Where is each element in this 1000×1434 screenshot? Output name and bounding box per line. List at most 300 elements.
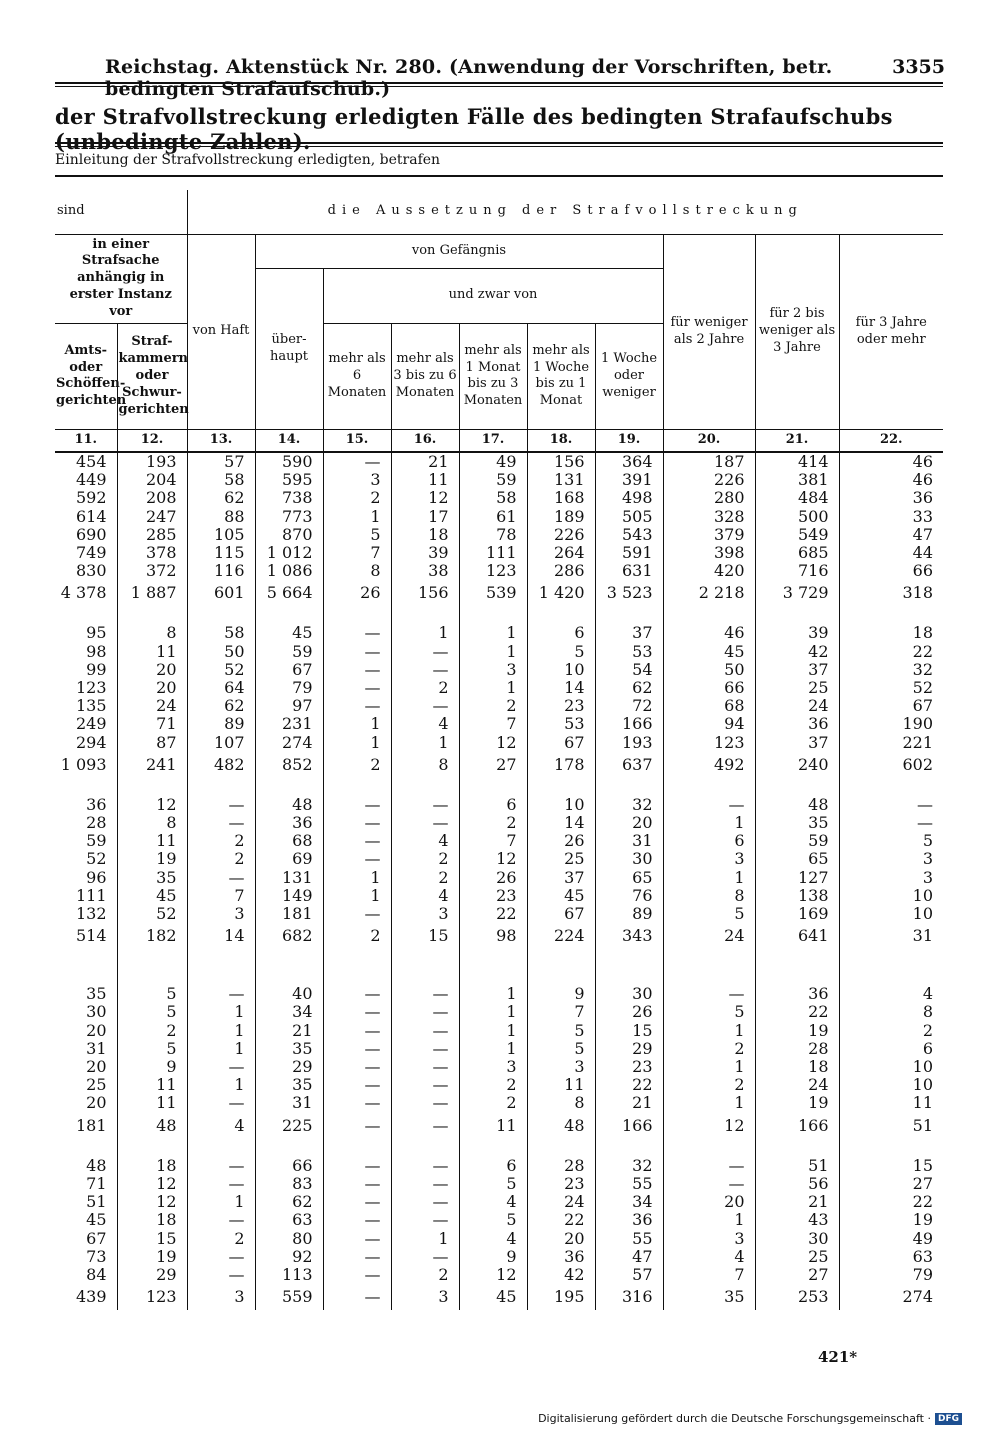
table-cell: — xyxy=(323,643,391,661)
table-cell: 27 xyxy=(459,752,527,778)
table-cell: 168 xyxy=(527,489,595,507)
table-cell: — xyxy=(391,1248,459,1266)
table-cell: 1 xyxy=(323,508,391,526)
group-spacer xyxy=(55,606,943,624)
table-cell: 115 xyxy=(187,544,255,562)
table-cell: 328 xyxy=(663,508,755,526)
table-cell: 30 xyxy=(595,985,663,1003)
table-row xyxy=(55,1211,943,1229)
table-cell: 31 xyxy=(86,1038,107,1058)
table-cell: 22 xyxy=(459,905,527,923)
table-cell: 364 xyxy=(595,453,663,471)
table-cell: 76 xyxy=(595,887,663,905)
table-cell: 3 xyxy=(663,850,755,868)
footer xyxy=(538,1412,962,1425)
table-cell: 20 xyxy=(86,1093,107,1113)
table-row xyxy=(55,985,943,1003)
page-title: der Strafvollstreckung erledigten Fälle des bedingten Strafaufschubs (unbedingte Zahlen). xyxy=(55,104,893,154)
table-cell: 5 xyxy=(527,1040,595,1058)
table-cell: 21 xyxy=(595,1094,663,1112)
spacer-cell xyxy=(187,778,255,796)
table-cell: 78 xyxy=(459,526,527,544)
table-cell: 97 xyxy=(255,697,323,715)
table-cell: 22 xyxy=(755,1003,839,1021)
table-cell: 19 xyxy=(117,850,187,868)
table-cell: 749 xyxy=(75,543,107,563)
table-cell: 10 xyxy=(527,661,595,679)
table-row xyxy=(55,850,943,868)
table-row xyxy=(55,1157,943,1175)
table-cell: 62 xyxy=(255,1193,323,1211)
table-cell: 47 xyxy=(595,1248,663,1266)
table-cell: 2 xyxy=(391,1266,459,1284)
spacer-cell xyxy=(595,606,663,624)
table-cell: 8 xyxy=(527,1094,595,1112)
table-cell: 6 xyxy=(459,1157,527,1175)
header-col-16: mehr als 3 bis zu 6 Monaten xyxy=(391,323,459,429)
table-cell: 3 xyxy=(459,1058,527,1076)
table-row xyxy=(55,643,943,661)
col-number: 21. xyxy=(755,429,839,451)
spacer-cell xyxy=(255,778,323,796)
table-cell: 1 xyxy=(323,887,391,905)
table-cell: 63 xyxy=(839,1248,943,1266)
table-total-row xyxy=(55,1284,943,1310)
table-cell: 48 xyxy=(117,1113,187,1139)
table-cell: 11 xyxy=(117,1094,187,1112)
table-cell: 40 xyxy=(255,985,323,1003)
table-cell: 49 xyxy=(839,1230,943,1248)
table-cell: 17 xyxy=(391,508,459,526)
table-cell: 135 xyxy=(75,696,107,716)
table-cell: 123 xyxy=(459,562,527,580)
table-cell: 264 xyxy=(527,544,595,562)
header-col-11: Amts- oder Schöffen- gerichten xyxy=(55,323,117,429)
table-cell: — xyxy=(187,1058,255,1076)
table-cell: 35 xyxy=(255,1040,323,1058)
table-cell: 7 xyxy=(187,887,255,905)
table-cell: 852 xyxy=(255,752,323,778)
table-cell: 274 xyxy=(839,1284,943,1310)
table-cell: 6 xyxy=(527,624,595,642)
spacer-cell xyxy=(663,949,755,985)
table-cell: 7 xyxy=(527,1003,595,1021)
header-rule xyxy=(55,82,943,84)
table-cell: 59 xyxy=(86,831,107,851)
table-cell: 30 xyxy=(755,1230,839,1248)
table-cell: — xyxy=(187,1248,255,1266)
table-cell: 28 xyxy=(86,813,107,833)
table-cell: 3 xyxy=(391,1284,459,1310)
table-cell: — xyxy=(323,1113,391,1139)
table-cell: — xyxy=(323,1022,391,1040)
table-cell: 95 xyxy=(86,623,107,643)
table-cell: 166 xyxy=(595,715,663,733)
table-cell: 482 xyxy=(187,752,255,778)
spacer-cell xyxy=(55,1139,117,1157)
table-cell: — xyxy=(323,1248,391,1266)
table-cell: 226 xyxy=(527,526,595,544)
table-cell: 25 xyxy=(755,1248,839,1266)
table-cell: 3 xyxy=(839,850,943,868)
table-cell: 65 xyxy=(755,850,839,868)
table-cell: — xyxy=(391,1040,459,1058)
table-cell: 1 xyxy=(391,1230,459,1248)
table-cell: 53 xyxy=(527,715,595,733)
table-cell: 2 xyxy=(663,1040,755,1058)
table-cell: 6 xyxy=(839,1040,943,1058)
table-cell: 193 xyxy=(595,734,663,752)
col-number: 11. xyxy=(55,429,117,451)
table-cell: 19 xyxy=(117,1248,187,1266)
table-cell: 1 xyxy=(459,985,527,1003)
table-cell: 56 xyxy=(755,1175,839,1193)
table-cell: 4 xyxy=(459,1193,527,1211)
table-cell: — xyxy=(391,1113,459,1139)
header-col-21: für 2 bis weniger als 3 Jahre xyxy=(755,234,839,429)
table-cell: 113 xyxy=(255,1266,323,1284)
table-cell: 738 xyxy=(255,489,323,507)
table-cell: 3 xyxy=(187,1284,255,1310)
table-cell: 21 xyxy=(255,1022,323,1040)
table-cell: 45 xyxy=(663,643,755,661)
table-cell: 107 xyxy=(187,734,255,752)
spacer-cell xyxy=(391,1139,459,1157)
table-cell: 7 xyxy=(323,544,391,562)
table-total-row xyxy=(55,580,943,606)
table-cell: 149 xyxy=(255,887,323,905)
table-cell: 7 xyxy=(459,832,527,850)
table-cell: 50 xyxy=(187,643,255,661)
table-cell: — xyxy=(391,1058,459,1076)
header-col-17: mehr als 1 Monat bis zu 3 Monaten xyxy=(459,323,527,429)
table-cell: 391 xyxy=(595,471,663,489)
table-cell: 36 xyxy=(527,1248,595,1266)
table-cell: 181 xyxy=(255,905,323,923)
table-cell: 8 xyxy=(663,887,755,905)
table-cell: 241 xyxy=(117,752,187,778)
table-cell: 3 xyxy=(663,1230,755,1248)
table-cell: 131 xyxy=(255,869,323,887)
table-cell: 62 xyxy=(187,489,255,507)
table-cell: 51 xyxy=(839,1113,943,1139)
table-cell: 65 xyxy=(595,869,663,887)
table-cell: 2 xyxy=(459,814,527,832)
table-cell: 1 xyxy=(663,1094,755,1112)
table-cell: 492 xyxy=(663,752,755,778)
table-cell: 25 xyxy=(86,1075,107,1095)
page-number: 3355 xyxy=(892,56,945,78)
table-cell: — xyxy=(187,814,255,832)
header-zwar: und zwar von xyxy=(323,268,663,323)
page-reference: 421* xyxy=(818,1348,858,1366)
table-cell: 5 664 xyxy=(255,580,323,606)
table-cell: 72 xyxy=(595,697,663,715)
header-col-13: von Haft xyxy=(187,234,255,429)
table-cell: — xyxy=(187,869,255,887)
table-cell: 414 xyxy=(755,453,839,471)
table-cell: 59 xyxy=(755,832,839,850)
table-cell: 182 xyxy=(117,923,187,949)
table-cell: 690 xyxy=(75,524,107,544)
table-cell: 2 xyxy=(187,850,255,868)
table-cell: 685 xyxy=(755,544,839,562)
table-cell: — xyxy=(391,796,459,814)
table-cell: 2 xyxy=(663,1076,755,1094)
table-cell: — xyxy=(839,814,943,832)
table-cell: 3 xyxy=(839,869,943,887)
table-cell: 10 xyxy=(839,905,943,923)
header-col-20: für weniger als 2 Jahre xyxy=(663,234,755,429)
table-cell: 5 xyxy=(117,985,187,1003)
table-cell: 37 xyxy=(755,734,839,752)
table-cell: 59 xyxy=(255,643,323,661)
table-row xyxy=(55,624,943,642)
spacer-cell xyxy=(595,1139,663,1157)
table-cell: — xyxy=(323,850,391,868)
table-cell: 84 xyxy=(86,1264,107,1284)
table-cell: 505 xyxy=(595,508,663,526)
spacer-cell xyxy=(459,778,527,796)
table-cell: 1 xyxy=(459,643,527,661)
table-row xyxy=(55,489,943,507)
table-cell: 67 xyxy=(255,661,323,679)
table-cell: 381 xyxy=(755,471,839,489)
table-cell: 15 xyxy=(595,1022,663,1040)
table-cell: 52 xyxy=(86,849,107,869)
table-cell: 4 xyxy=(839,985,943,1003)
table-cell: 33 xyxy=(839,508,943,526)
table-row xyxy=(55,1094,943,1112)
table-cell: 12 xyxy=(117,1193,187,1211)
table-cell: 592 xyxy=(75,488,107,508)
spacer-cell xyxy=(839,606,943,624)
table-cell: — xyxy=(187,985,255,1003)
table-row xyxy=(55,1248,943,1266)
table-cell: 2 xyxy=(459,1094,527,1112)
table-cell: 73 xyxy=(86,1246,107,1266)
table-cell: — xyxy=(323,1175,391,1193)
table-cell: 204 xyxy=(117,471,187,489)
table-cell: 55 xyxy=(595,1230,663,1248)
table-cell: 24 xyxy=(527,1193,595,1211)
table-cell: 26 xyxy=(527,832,595,850)
table-cell: 1 xyxy=(323,715,391,733)
table-cell: 614 xyxy=(75,506,107,526)
table-cell: 26 xyxy=(595,1003,663,1021)
table-cell: 870 xyxy=(255,526,323,544)
table-cell: 15 xyxy=(391,923,459,949)
table-cell: 99 xyxy=(86,659,107,679)
table-cell: 18 xyxy=(117,1157,187,1175)
table-cell: 549 xyxy=(755,526,839,544)
table-cell: 1 xyxy=(391,624,459,642)
table-header xyxy=(55,190,943,453)
table-cell: 50 xyxy=(663,661,755,679)
spacer-cell xyxy=(255,606,323,624)
table-cell: 58 xyxy=(459,489,527,507)
table-cell: 543 xyxy=(595,526,663,544)
table-cell: 372 xyxy=(117,562,187,580)
table-cell: 10 xyxy=(839,1076,943,1094)
table-cell: 127 xyxy=(755,869,839,887)
table-cell: 46 xyxy=(839,453,943,471)
table-cell: — xyxy=(391,661,459,679)
table-cell: 226 xyxy=(663,471,755,489)
table-cell: 12 xyxy=(459,1266,527,1284)
table-cell: 45 xyxy=(527,887,595,905)
table-cell: 11 xyxy=(117,832,187,850)
table-cell: 138 xyxy=(755,887,839,905)
header-col-18: mehr als 1 Woche bis zu 1 Monat xyxy=(527,323,595,429)
table-cell: 11 xyxy=(117,1076,187,1094)
table-cell: 35 xyxy=(663,1284,755,1310)
table-cell: — xyxy=(323,1040,391,1058)
spacer-cell xyxy=(755,606,839,624)
table-cell: 71 xyxy=(86,1173,107,1193)
table-cell: 286 xyxy=(527,562,595,580)
table-cell: 189 xyxy=(527,508,595,526)
table-cell: 559 xyxy=(255,1284,323,1310)
spacer-cell xyxy=(755,778,839,796)
table-cell: 35 xyxy=(117,869,187,887)
table-cell: 195 xyxy=(527,1284,595,1310)
table-cell: 29 xyxy=(117,1266,187,1284)
table-cell: 11 xyxy=(527,1076,595,1094)
table-cell: 601 xyxy=(187,580,255,606)
table-cell: 52 xyxy=(839,679,943,697)
table-cell: 9 xyxy=(459,1248,527,1266)
table-row xyxy=(55,715,943,733)
table-cell: 225 xyxy=(255,1113,323,1139)
table-total-row xyxy=(55,1113,943,1139)
table-cell: 773 xyxy=(255,508,323,526)
spacer-cell xyxy=(755,949,839,985)
table-cell: — xyxy=(391,1022,459,1040)
table-cell: 35 xyxy=(255,1076,323,1094)
footer-text: Digitalisierung gefördert durch die Deutsche Forschungsgemeinschaft · xyxy=(538,1412,931,1425)
table-cell: 46 xyxy=(663,624,755,642)
table-cell: 45 xyxy=(459,1284,527,1310)
table-cell: 48 xyxy=(527,1113,595,1139)
table-cell: 247 xyxy=(117,508,187,526)
table-cell: 116 xyxy=(187,562,255,580)
table-cell: 641 xyxy=(755,923,839,949)
table-cell: 2 xyxy=(117,1022,187,1040)
table-cell: 105 xyxy=(187,526,255,544)
table-cell: 52 xyxy=(117,905,187,923)
table-cell: 12 xyxy=(459,734,527,752)
spacer-cell xyxy=(527,778,595,796)
table-cell: 20 xyxy=(86,1020,107,1040)
table-cell: 68 xyxy=(255,832,323,850)
table-cell: 18 xyxy=(117,1211,187,1229)
table-cell: 28 xyxy=(755,1040,839,1058)
table-cell: 20 xyxy=(595,814,663,832)
table-row xyxy=(55,734,943,752)
table-cell: 131 xyxy=(527,471,595,489)
table-cell: 42 xyxy=(755,643,839,661)
table-cell: 57 xyxy=(187,453,255,471)
table-cell: 52 xyxy=(187,661,255,679)
table-cell: — xyxy=(663,1157,755,1175)
table-cell: — xyxy=(391,814,459,832)
table-cell: 111 xyxy=(459,544,527,562)
col-number: 18. xyxy=(527,429,595,451)
table-row xyxy=(55,526,943,544)
col-number: 20. xyxy=(663,429,755,451)
table-cell: — xyxy=(187,1211,255,1229)
table-cell: 31 xyxy=(255,1094,323,1112)
table-cell: 45 xyxy=(255,624,323,642)
table-total-row xyxy=(55,923,943,949)
header-col-14: über- haupt xyxy=(255,268,323,429)
table-cell: — xyxy=(187,1266,255,1284)
table-cell: 5 xyxy=(117,1040,187,1058)
table-cell: 89 xyxy=(595,905,663,923)
spacer-cell xyxy=(187,949,255,985)
table-cell: 24 xyxy=(755,697,839,715)
table-cell: 29 xyxy=(255,1058,323,1076)
table-cell: 79 xyxy=(839,1266,943,1284)
table-cell: 63 xyxy=(255,1211,323,1229)
table-cell: 6 xyxy=(459,796,527,814)
table-total-row xyxy=(55,752,943,778)
table-row xyxy=(55,453,943,471)
table-cell: — xyxy=(323,1076,391,1094)
table-cell: — xyxy=(323,1157,391,1175)
header-sind: sind xyxy=(55,190,187,234)
table-cell: — xyxy=(663,1175,755,1193)
table-cell: 20 xyxy=(86,1057,107,1077)
table-cell: 67 xyxy=(86,1228,107,1248)
table-row xyxy=(55,1003,943,1021)
table-cell: 6 xyxy=(663,832,755,850)
col-number: 15. xyxy=(323,429,391,451)
table-cell: 166 xyxy=(595,1113,663,1139)
table-cell: 43 xyxy=(755,1211,839,1229)
table-cell: 1 xyxy=(391,734,459,752)
table-cell: 3 523 xyxy=(595,580,663,606)
table-cell: 602 xyxy=(839,752,943,778)
table-cell: 1 xyxy=(187,1022,255,1040)
table-cell: 44 xyxy=(839,544,943,562)
running-header xyxy=(55,50,945,100)
table-cell: — xyxy=(323,1284,391,1310)
table-cell: 187 xyxy=(663,453,755,471)
table-row xyxy=(55,796,943,814)
table-cell: 123 xyxy=(75,678,107,698)
section-caption: Einleitung der Strafvollstreckung erledigten, betrafen xyxy=(55,152,441,168)
table-cell: 181 xyxy=(75,1115,107,1135)
table-cell: 15 xyxy=(839,1157,943,1175)
table-cell: 48 xyxy=(255,796,323,814)
table-row xyxy=(55,1175,943,1193)
col-number: 19. xyxy=(595,429,663,451)
table-cell: — xyxy=(323,1211,391,1229)
table-cell: 36 xyxy=(255,814,323,832)
table-cell: 5 xyxy=(459,1211,527,1229)
table-cell: 132 xyxy=(75,904,107,924)
table-row xyxy=(55,869,943,887)
table-cell: 1 xyxy=(459,1003,527,1021)
table-cell: 5 xyxy=(323,526,391,544)
table-cell: 2 xyxy=(459,697,527,715)
spacer-cell xyxy=(117,1139,187,1157)
table-cell: 88 xyxy=(187,508,255,526)
table-row xyxy=(55,1076,943,1094)
table-cell: 178 xyxy=(527,752,595,778)
